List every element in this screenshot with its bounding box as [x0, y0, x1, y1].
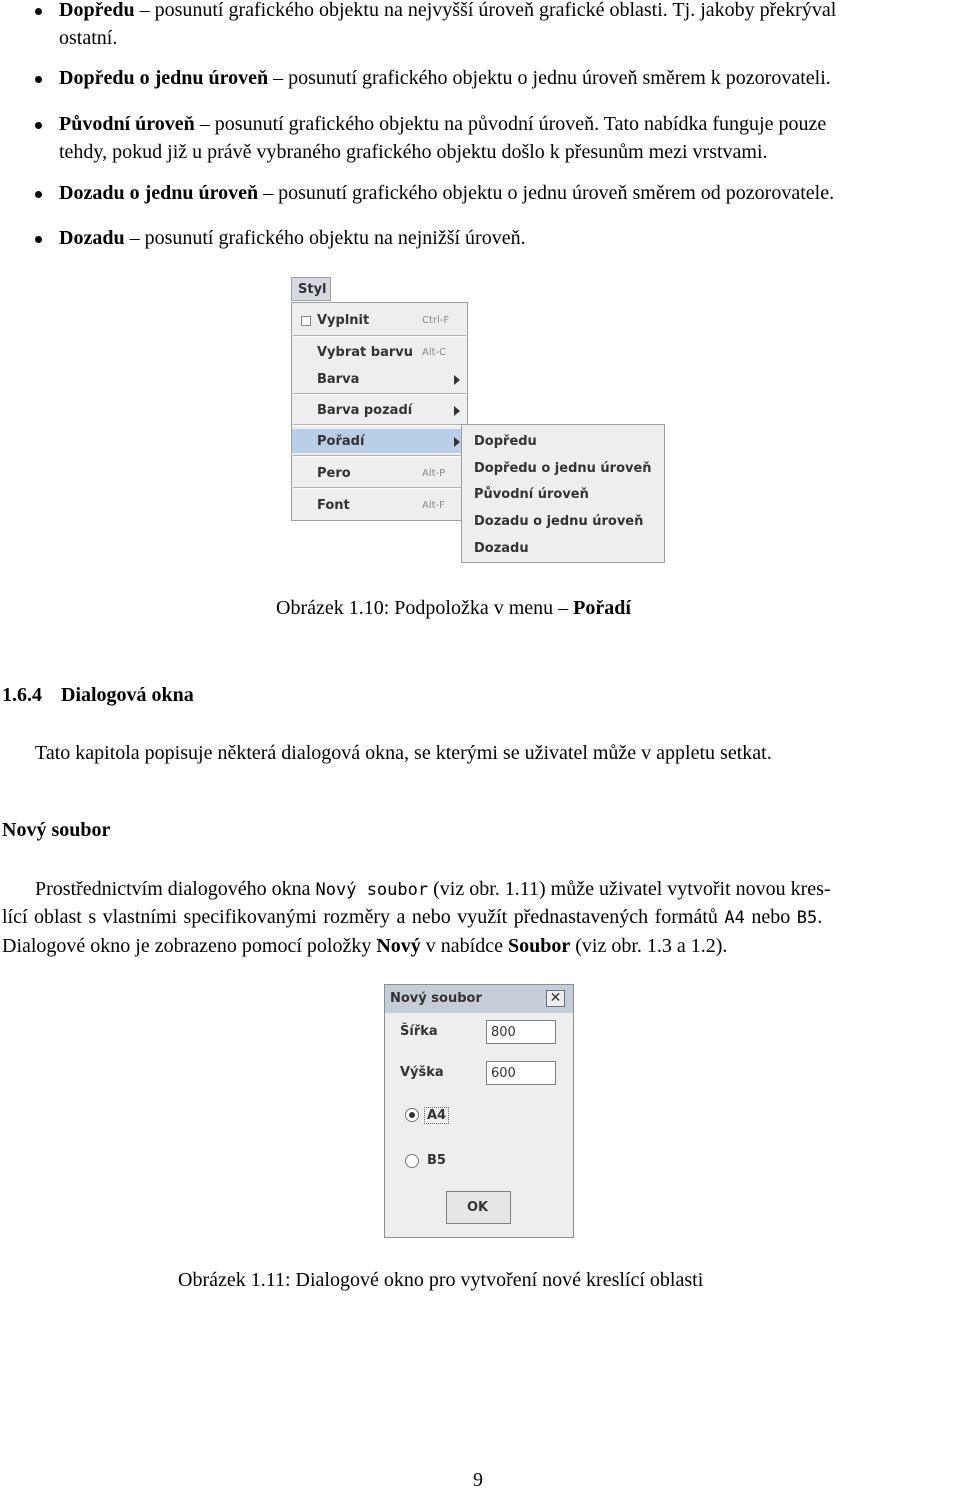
dialog-title: Nový soubor [390, 991, 482, 1006]
page-number: 9 [473, 1469, 483, 1491]
para-text: (viz obr. 1.11) může uživatel vytvořit novou kres- [428, 878, 831, 900]
para-code: A4 [724, 908, 745, 928]
menubar-label: Styl [298, 282, 327, 297]
menu-item-accel: Alt-F [422, 500, 445, 511]
para-text: (viz obr. 1.3 a 1.2). [570, 935, 728, 957]
menu-item-label: Font [317, 498, 350, 513]
menu-item-label: Barva pozadí [317, 403, 413, 418]
radio-b5[interactable] [405, 1154, 419, 1168]
submenu-item-dopredu[interactable]: Dopředu [474, 434, 537, 449]
list-item-cont: ostatní. [59, 27, 118, 49]
height-label: Výška [400, 1065, 444, 1080]
radio-a4-label: A4 [424, 1107, 449, 1124]
list-text: – posunutí grafického objektu na nejvyšší úroveň grafické oblasti. Tj. jakoby překrýval [134, 0, 837, 21]
menu-item-label: Vybrat barvu [317, 345, 413, 360]
menu-item-barva[interactable] [292, 367, 467, 391]
menu-item-label: Pořadí [317, 434, 365, 449]
submenu-item-puvodni[interactable]: Původní úroveň [474, 487, 589, 502]
submenu-item-dozadu-o-jednu[interactable]: Dozadu o jednu úroveň [474, 514, 644, 529]
menu-item-vyplnit[interactable] [292, 308, 467, 332]
para-text: v nabídce [420, 935, 508, 957]
poradi-submenu [461, 424, 665, 563]
height-value: 600 [491, 1066, 516, 1081]
figure-caption [276, 594, 631, 622]
section-number: 1.6.4 [2, 684, 42, 706]
bullet-dot [35, 191, 42, 198]
ok-button[interactable] [446, 1191, 511, 1224]
menu-item-label: Pero [317, 466, 351, 481]
menu-separator [293, 424, 466, 426]
para-text: Prostřednictvím dialogového okna [35, 878, 316, 900]
submenu-arrow-icon [454, 437, 460, 447]
section-title: Dialogová okna [61, 684, 194, 706]
menu-item-accel: Ctrl-F [422, 315, 450, 326]
menu-separator [293, 335, 466, 337]
list-item [59, 179, 834, 207]
section-heading [2, 681, 194, 709]
list-term: Původní úroveň [59, 113, 195, 135]
height-field[interactable] [486, 1061, 556, 1085]
list-item [59, 224, 526, 252]
para-bold: Soubor [507, 935, 571, 957]
caption-bold: Pořadí [573, 597, 631, 619]
menu-item-accel: Alt-P [422, 468, 446, 479]
para-text: Dialogové okno je zobrazeno pomocí položky [2, 935, 377, 957]
list-term: Dopředu [59, 0, 135, 21]
radio-selected-dot [409, 1112, 415, 1118]
bullet-dot [35, 76, 42, 83]
para-code: B5 [796, 908, 818, 928]
paragraph-line [35, 875, 831, 904]
submenu-item-dopredu-o-jednu[interactable]: Dopředu o jednu úroveň [474, 461, 652, 476]
menu-item-vybrat-barvu[interactable] [292, 340, 467, 364]
close-icon: ✕ [549, 990, 562, 1006]
list-text: – posunutí grafického objektu o jednu úroveň směrem od pozorovatele. [258, 182, 835, 204]
para-text: nebo [744, 906, 797, 928]
radio-a4[interactable] [405, 1108, 419, 1122]
submenu-arrow-icon [454, 375, 460, 385]
radio-b5-label: B5 [427, 1153, 446, 1168]
menu-item-label: Vyplnit [317, 313, 370, 328]
menubar-item-styl[interactable] [291, 277, 331, 301]
intro-paragraph: Tato kapitola popisuje některá dialogová okna, se kterými se uživatel může v appletu setkat. [35, 742, 772, 764]
menu-separator [293, 455, 466, 457]
para-text: lící oblast s vlastními specifikovanými rozměry a nebo využít přednastavených formátů [2, 906, 725, 928]
para-bold: Nový [376, 935, 421, 957]
caption-text: Obrázek 1.10: Podpoložka v menu – [276, 597, 574, 619]
bullet-dot [35, 122, 42, 129]
menu-separator [293, 393, 466, 395]
dialog-titlebar[interactable] [385, 985, 573, 1013]
figure-caption: Obrázek 1.11: Dialogové okno pro vytvoření nové kreslící oblasti [178, 1269, 704, 1291]
list-item [59, 110, 826, 138]
menu-item-label: Barva [317, 372, 360, 387]
list-term: Dozadu o jednu úroveň [59, 182, 259, 204]
bullet-dot [35, 8, 42, 15]
submenu-arrow-icon [454, 406, 460, 416]
menu-item-accel: Alt-C [422, 347, 447, 358]
paragraph-line [2, 932, 727, 960]
list-item [59, 64, 831, 92]
submenu-item-dozadu[interactable]: Dozadu [474, 541, 529, 556]
list-text: – posunutí grafického objektu na původní úroveň. Tato nabídka funguje pouze [194, 113, 827, 135]
list-text: – posunutí grafického objektu na nejnižší úroveň. [124, 227, 526, 249]
list-item-cont: tehdy, pokud již u právě vybraného grafického objektu došlo k přesunům mezi vrstvami. [59, 141, 768, 163]
width-field[interactable] [486, 1020, 556, 1044]
menu-item-pero[interactable] [292, 461, 467, 485]
menu-separator [293, 487, 466, 489]
ok-label: OK [467, 1200, 489, 1215]
paragraph-line [2, 903, 822, 932]
width-value: 800 [491, 1025, 516, 1040]
checkbox-icon[interactable] [301, 316, 311, 326]
menu-item-barva-pozadi[interactable] [292, 398, 467, 422]
bullet-dot [35, 236, 42, 243]
para-text: . [817, 906, 823, 928]
close-button[interactable] [546, 990, 565, 1007]
subsection-heading: Nový soubor [2, 819, 111, 841]
menu-item-poradi[interactable] [292, 429, 467, 453]
width-label: Šířka [400, 1024, 438, 1039]
list-item [59, 0, 836, 24]
menu-item-font[interactable] [292, 493, 467, 517]
list-term: Dopředu o jednu úroveň [59, 67, 269, 89]
list-text: – posunutí grafického objektu o jednu úroveň směrem k pozorovateli. [268, 67, 831, 89]
para-code: Nový soubor [315, 880, 429, 900]
style-menu [291, 302, 468, 521]
list-term: Dozadu [59, 227, 125, 249]
